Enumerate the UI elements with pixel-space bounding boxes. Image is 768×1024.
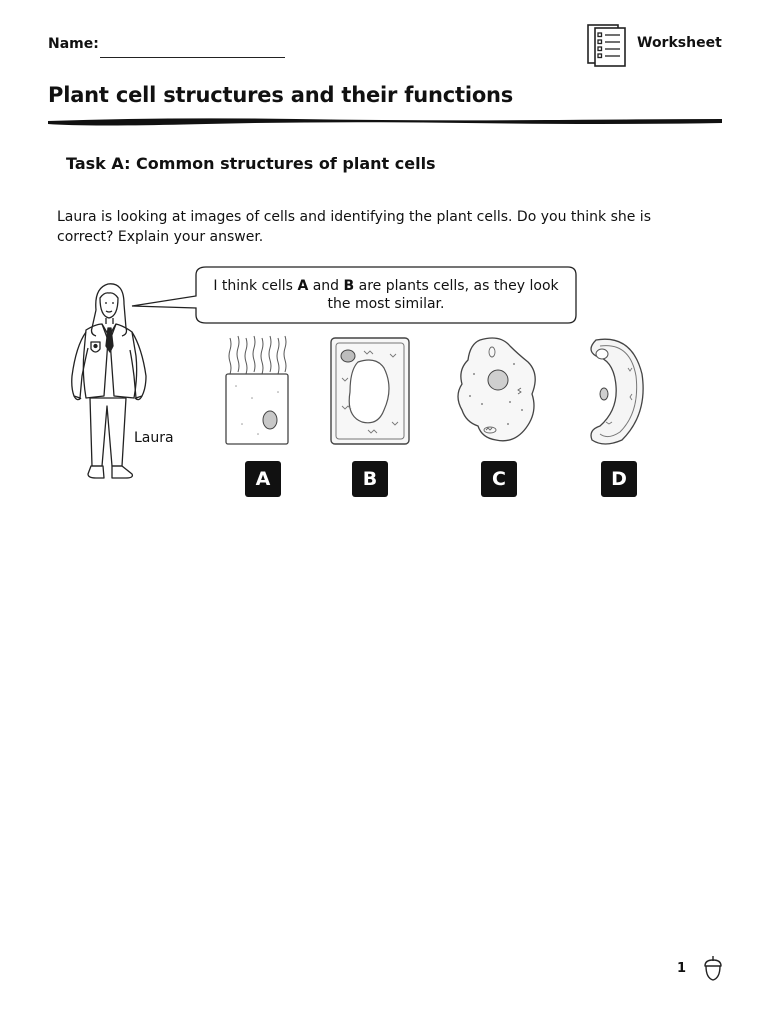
name-label: Name: <box>48 36 99 52</box>
title-divider <box>46 115 724 127</box>
worksheet-label: Worksheet <box>637 35 722 51</box>
cell-c-image <box>452 334 540 448</box>
task-heading: Task A: Common structures of plant cells <box>66 154 436 173</box>
cell-label-b: B <box>352 461 388 497</box>
name-field[interactable] <box>100 57 285 58</box>
acorn-icon <box>701 954 725 982</box>
task-instructions: Laura is looking at images of cells and identifying the plant cells. Do you think she is correct? Explain your answer. <box>57 209 651 245</box>
speech-cell-a: A <box>297 278 309 294</box>
cell-label-d: D <box>601 461 637 497</box>
page-title: Plant cell structures and their functions <box>48 83 514 107</box>
speech-text: I think cells A and B are plants cells, as they look the most similar. <box>213 278 559 312</box>
cell-label-c: C <box>481 461 517 497</box>
speech-cell-b: B <box>343 278 355 294</box>
character-name: Laura <box>134 430 174 446</box>
laura-illustration <box>66 276 152 486</box>
cell-a-image <box>222 334 292 448</box>
cell-label-a: A <box>245 461 281 497</box>
page-number: 1 <box>677 961 687 976</box>
cell-b-image <box>328 334 414 448</box>
checklist-icon <box>586 23 630 67</box>
cell-d-image <box>582 334 652 448</box>
